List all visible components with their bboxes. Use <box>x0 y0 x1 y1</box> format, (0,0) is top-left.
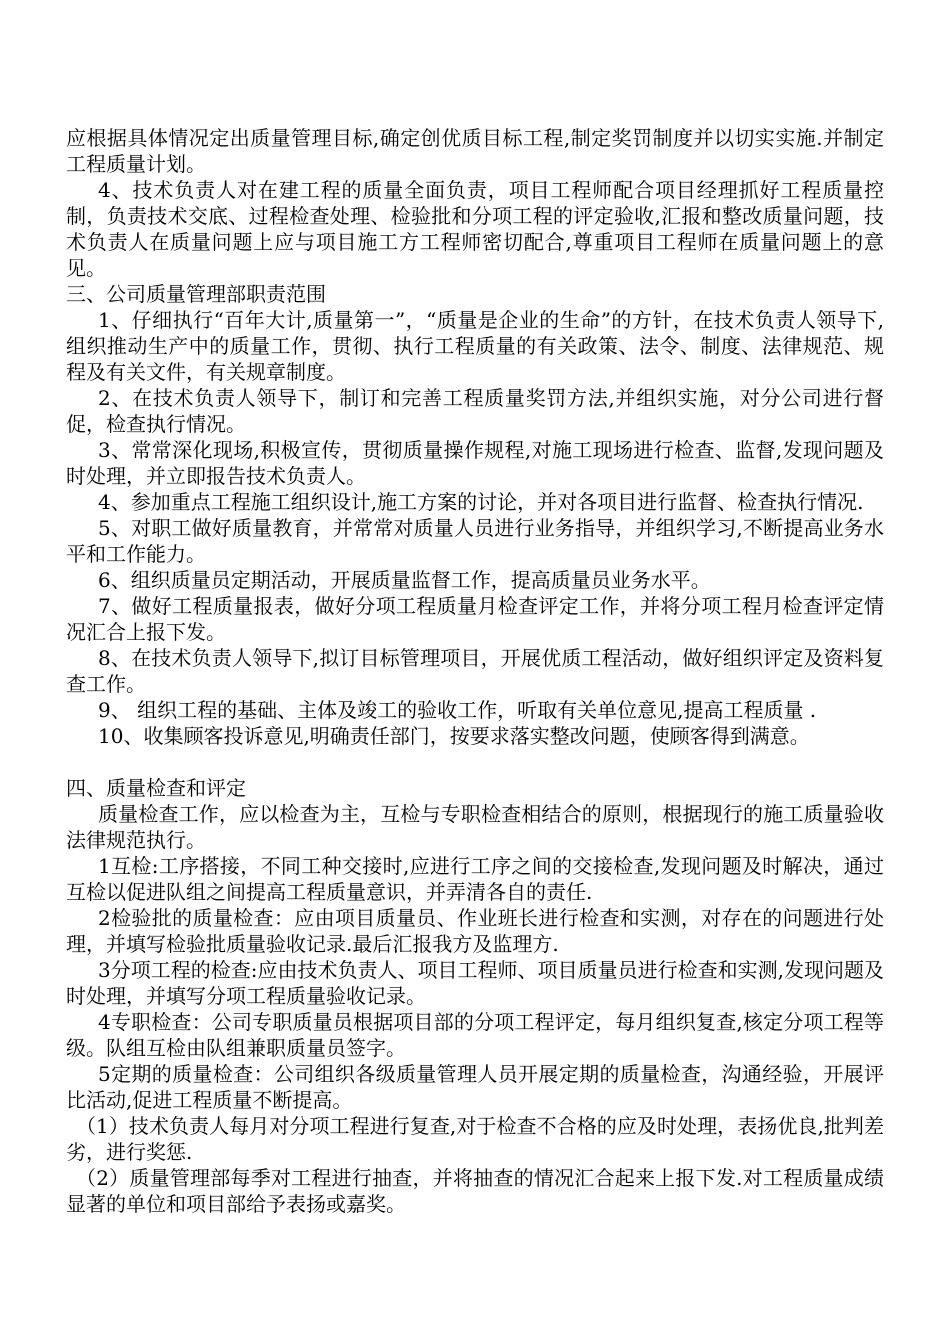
paragraph-sub-1: （1）技术负责人每月对分项工程进行复查,对于检查不合格的应及时处理，表扬优良,批判差劣，进行奖惩. <box>66 1114 884 1164</box>
paragraph-item-2: 2、在技术负责人领导下，制订和完善工程质量奖罚方法,并组织实施，对分公司进行督促，检查执行情况。 <box>66 386 884 436</box>
paragraph-item-7: 7、做好工程质量报表，做好分项工程质量月检查评定工作，并将分项工程月检查评定情况汇合上报下发。 <box>66 594 884 644</box>
paragraph-sub-2: （2）质量管理部每季对工程进行抽查，并将抽查的情况汇合起来上报下发.对工程质量成绩显著的单位和项目部给予表扬或嘉奖。 <box>66 1166 884 1216</box>
section-heading-4: 四、质量检查和评定 <box>66 776 246 800</box>
paragraph-check-4: 4专职检查：公司专职质量员根据项目部的分项工程评定，每月组织复查,核定分项工程等级。队组互检由队组兼职质量员签字。 <box>66 1010 884 1060</box>
paragraph-item-3: 3、常常深化现场,积极宣传，贯彻质量操作规程,对施工现场进行检查、监督,发现问题及时处理，并立即报告技术负责人。 <box>66 438 884 488</box>
document-page <box>66 125 884 1217</box>
paragraph-check-1: 1互检:工序搭接，不同工种交接时,应进行工序之间的交接检查,发现问题及时解决，通过互检以促进队组之间提高工程质量意识，并弄清各自的责任. <box>66 854 884 904</box>
section-heading-3: 三、公司质量管理部职责范围 <box>66 282 326 306</box>
paragraph-check-3: 3分项工程的检查:应由技术负责人、项目工程师、项目质量员进行检查和实测,发现问题及时处理，并填写分项工程质量验收记录。 <box>66 958 884 1008</box>
paragraph-continuation: 应根据具体情况定出质量管理目标,确定创优质目标工程,制定奖罚制度并以切实实施.并制定工程质量计划。 <box>66 126 884 176</box>
paragraph-item-5: 5、对职工做好质量教育，并常常对质量人员进行业务指导，并组织学习,不断提高业务水平和工作能力。 <box>66 516 884 566</box>
paragraph-item-10: 10、收集顾客投诉意见,明确责任部门，按要求落实整改问题，使顾客得到满意。 <box>98 724 810 748</box>
paragraph-check-2: 2检验批的质量检查：应由项目质量员、作业班长进行检查和实测，对存在的问题进行处理，并填写检验批质量验收记录.最后汇报我方及监理方. <box>66 906 884 956</box>
blank-line <box>66 749 884 775</box>
paragraph-item-4: 4、技术负责人对在建工程的质量全面负责，项目工程师配合项目经理抓好工程质量控制，负责技术交底、过程检查处理、检验批和分项工程的评定验收,汇报和整改质量问题，技术负责人在质量问题上应与项目施工方工程师密切配合,尊重项目工程师在质量问题上的意见。 <box>66 178 884 280</box>
paragraph-intro: 质量检查工作，应以检查为主，互检与专职检查相结合的原则，根据现行的施工质量验收法律规范执行。 <box>66 802 884 852</box>
paragraph-item-9: 9、 组织工程的基础、主体及竣工的验收工作，听取有关单位意见,提高工程质量 . <box>98 698 817 722</box>
paragraph-item-1: 1、仔细执行“百年大计,质量第一”，“质量是企业的生命”的方针，在技术负责人领导下,组织推动生产中的质量工作，贯彻、执行工程质量的有关政策、法令、制度、法律规范、规程及有关文件，有关规章制度。 <box>66 308 884 384</box>
paragraph-item-4b: 4、参加重点工程施工组织设计,施工方案的讨论，并对各项目进行监督、检查执行情况. <box>98 490 864 514</box>
paragraph-check-5: 5定期的质量检查：公司组织各级质量管理人员开展定期的质量检查，沟通经验，开展评比活动,促进工程质量不断提高。 <box>66 1062 884 1112</box>
paragraph-item-8: 8、在技术负责人领导下,拟订目标管理项目，开展优质工程活动，做好组织评定及资料复查工作。 <box>66 646 884 696</box>
paragraph-item-6: 6、组织质量员定期活动，开展质量监督工作，提高质量员业务水平。 <box>98 568 711 592</box>
